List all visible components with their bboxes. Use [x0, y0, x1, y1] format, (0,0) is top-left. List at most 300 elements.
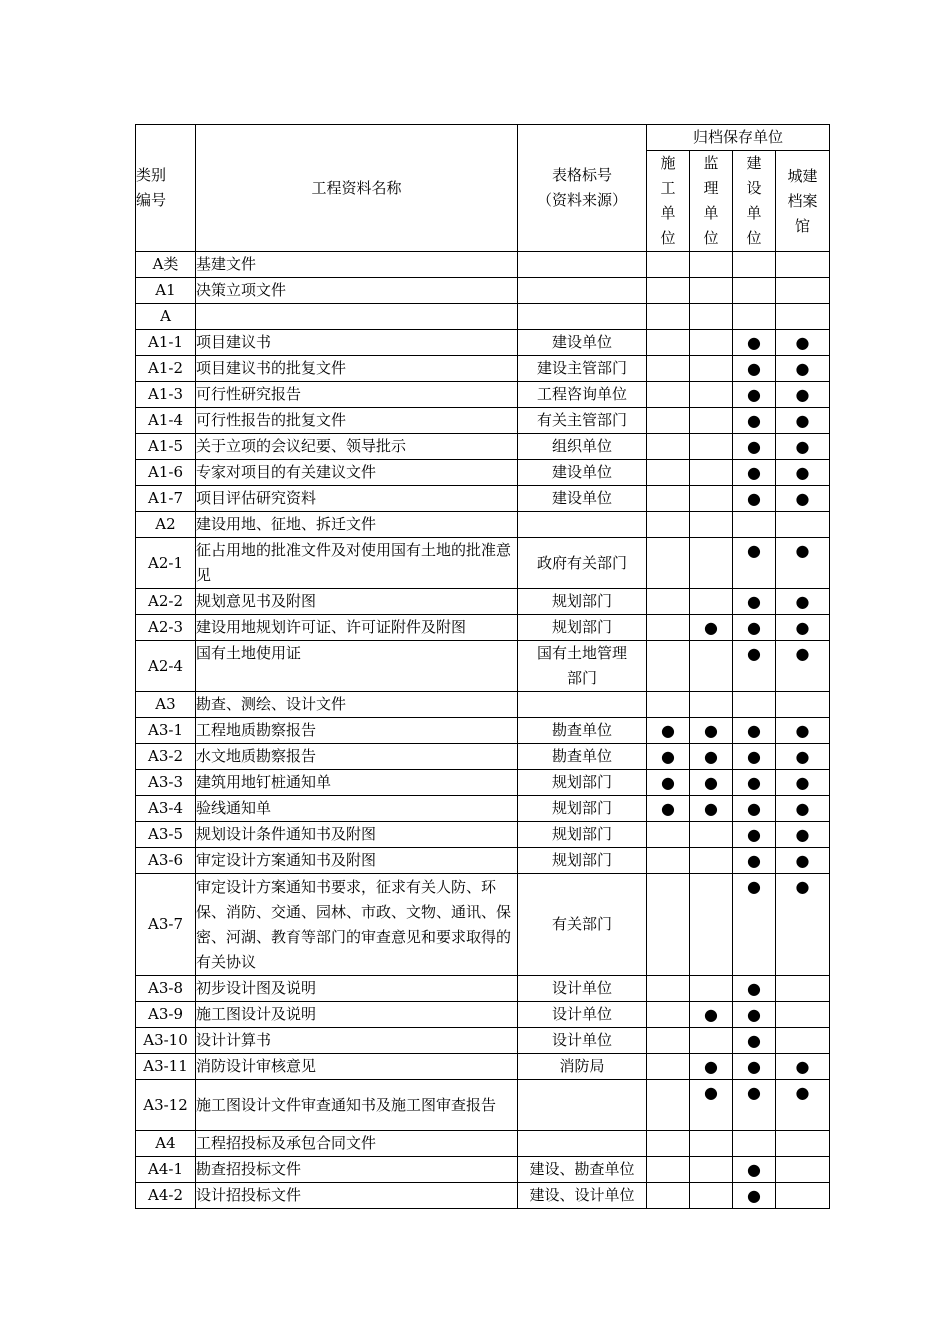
table-row: [136, 330, 830, 356]
mark-builder-cell: [733, 538, 776, 589]
mark-builder-cell: [733, 848, 776, 874]
filled-circle-icon: ●: [704, 618, 718, 637]
filled-circle-icon: ●: [795, 618, 810, 637]
row-code: A3-8: [136, 976, 196, 1002]
row-source: 规划部门: [518, 770, 647, 796]
filled-circle-icon: ●: [747, 799, 761, 818]
mark-supervision-cell: [690, 1080, 733, 1131]
row-name: 审定设计方案通知书要求，征求有关人防、环保、消防、交通、园林、市政、文物、通讯、保密、河湖、教育等部门的审查意见和要求取得的有关协议: [196, 874, 518, 976]
filled-circle-icon: ●: [795, 385, 810, 404]
row-source: 设计单位: [518, 976, 647, 1002]
row-name: 验线通知单: [196, 796, 518, 822]
mark-supervision-cell: [690, 770, 733, 796]
mark-construction-cell: [647, 641, 690, 692]
header-unit-builder: 建设单位: [733, 151, 776, 252]
mark-construction-cell: [647, 252, 690, 278]
filled-circle-icon: ●: [795, 799, 810, 818]
mark-city-archive-cell: [776, 874, 830, 976]
mark-builder-cell: [733, 512, 776, 538]
header-unit-city-archive: 城建档案馆: [776, 151, 830, 252]
table-row: [136, 589, 830, 615]
filled-circle-icon: ●: [704, 721, 718, 740]
row-code: A3-12: [136, 1080, 196, 1131]
row-code: A1-5: [136, 434, 196, 460]
row-name: 项目评估研究资料: [196, 486, 518, 512]
row-name: 建设用地规划许可证、许可证附件及附图: [196, 615, 518, 641]
mark-supervision-cell: [690, 744, 733, 770]
filled-circle-icon: ●: [795, 644, 810, 663]
mark-supervision-cell: [690, 278, 733, 304]
mark-supervision-cell: [690, 796, 733, 822]
mark-city-archive-cell: [776, 641, 830, 692]
mark-builder-cell: [733, 486, 776, 512]
row-source: 建设单位: [518, 460, 647, 486]
row-code: A2: [136, 512, 196, 538]
mark-construction-cell: [647, 1028, 690, 1054]
row-source: [518, 692, 647, 718]
mark-construction-cell: [647, 330, 690, 356]
row-source: 建设主管部门: [518, 356, 647, 382]
filled-circle-icon: ●: [661, 747, 675, 766]
row-code: A1-7: [136, 486, 196, 512]
row-name: 决策立项文件: [196, 278, 518, 304]
mark-supervision-cell: [690, 434, 733, 460]
filled-circle-icon: ●: [661, 721, 675, 740]
table-row: [136, 1054, 830, 1080]
mark-construction-cell: [647, 1054, 690, 1080]
mark-construction-cell: [647, 692, 690, 718]
mark-builder-cell: [733, 718, 776, 744]
mark-supervision-cell: [690, 1131, 733, 1157]
mark-builder-cell: [733, 356, 776, 382]
filled-circle-icon: ●: [747, 333, 761, 352]
mark-construction-cell: [647, 460, 690, 486]
filled-circle-icon: ●: [747, 644, 761, 663]
row-name: 水文地质勘察报告: [196, 744, 518, 770]
mark-city-archive-cell: [776, 1002, 830, 1028]
mark-construction-cell: [647, 1131, 690, 1157]
row-code: A2-4: [136, 641, 196, 692]
mark-city-archive-cell: [776, 976, 830, 1002]
row-name: [196, 304, 518, 330]
row-source: [518, 252, 647, 278]
row-source: 有关部门: [518, 874, 647, 976]
header-name: 工程资料名称: [196, 125, 518, 252]
mark-supervision-cell: [690, 1054, 733, 1080]
table-row: [136, 874, 830, 976]
row-name: 项目建议书: [196, 330, 518, 356]
mark-builder-cell: [733, 1054, 776, 1080]
table-row: [136, 460, 830, 486]
table-row: [136, 641, 830, 692]
mark-supervision-cell: [690, 252, 733, 278]
row-code: A1: [136, 278, 196, 304]
filled-circle-icon: ●: [747, 1160, 761, 1179]
row-code: A类: [136, 252, 196, 278]
mark-city-archive-cell: [776, 382, 830, 408]
filled-circle-icon: ●: [661, 799, 675, 818]
mark-supervision-cell: [690, 1183, 733, 1209]
table-row: [136, 822, 830, 848]
row-name: 初步设计图及说明: [196, 976, 518, 1002]
filled-circle-icon: ●: [795, 1083, 810, 1102]
mark-city-archive-cell: [776, 486, 830, 512]
row-code: A3-2: [136, 744, 196, 770]
mark-builder-cell: [733, 770, 776, 796]
filled-circle-icon: ●: [747, 825, 761, 844]
row-code: A1-1: [136, 330, 196, 356]
filled-circle-icon: ●: [704, 1057, 718, 1076]
row-name: 工程地质勘察报告: [196, 718, 518, 744]
header-archive-units: 归档保存单位: [647, 125, 830, 151]
mark-supervision-cell: [690, 641, 733, 692]
row-name: 国有土地使用证: [196, 641, 518, 692]
mark-city-archive-cell: [776, 408, 830, 434]
mark-city-archive-cell: [776, 1054, 830, 1080]
mark-supervision-cell: [690, 589, 733, 615]
row-name: 基建文件: [196, 252, 518, 278]
mark-city-archive-cell: [776, 1183, 830, 1209]
mark-builder-cell: [733, 1183, 776, 1209]
header-unit-supervision: 监理单位: [690, 151, 733, 252]
mark-supervision-cell: [690, 718, 733, 744]
mark-construction-cell: [647, 1002, 690, 1028]
row-source: 建设、勘查单位: [518, 1157, 647, 1183]
mark-supervision-cell: [690, 615, 733, 641]
table-row: [136, 486, 830, 512]
row-name: 征占用地的批准文件及对使用国有土地的批准意见: [196, 538, 518, 589]
mark-city-archive-cell: [776, 822, 830, 848]
filled-circle-icon: ●: [747, 773, 761, 792]
mark-city-archive-cell: [776, 538, 830, 589]
row-name: 勘查招投标文件: [196, 1157, 518, 1183]
table-body: [136, 252, 830, 1209]
mark-city-archive-cell: [776, 1131, 830, 1157]
row-name: 勘查、测绘、设计文件: [196, 692, 518, 718]
row-code: A3-7: [136, 874, 196, 976]
row-name: 审定设计方案通知书及附图: [196, 848, 518, 874]
mark-supervision-cell: [690, 330, 733, 356]
table-row: [136, 1028, 830, 1054]
row-code: A2-1: [136, 538, 196, 589]
row-code: A1-3: [136, 382, 196, 408]
mark-city-archive-cell: [776, 278, 830, 304]
row-name: 关于立项的会议纪要、领导批示: [196, 434, 518, 460]
table-row: [136, 408, 830, 434]
mark-construction-cell: [647, 278, 690, 304]
mark-builder-cell: [733, 976, 776, 1002]
row-name: 可行性研究报告: [196, 382, 518, 408]
row-source: 国有土地管理部门: [518, 641, 647, 692]
filled-circle-icon: ●: [747, 747, 761, 766]
mark-builder-cell: [733, 460, 776, 486]
row-code: A3-6: [136, 848, 196, 874]
mark-supervision-cell: [690, 976, 733, 1002]
filled-circle-icon: ●: [747, 618, 761, 637]
mark-builder-cell: [733, 408, 776, 434]
filled-circle-icon: ●: [747, 1057, 761, 1076]
row-name: 专家对项目的有关建议文件: [196, 460, 518, 486]
row-code: A3-3: [136, 770, 196, 796]
mark-builder-cell: [733, 304, 776, 330]
table-row: [136, 770, 830, 796]
table-row: [136, 615, 830, 641]
row-code: A1-6: [136, 460, 196, 486]
filled-circle-icon: ●: [747, 721, 761, 740]
filled-circle-icon: ●: [747, 385, 761, 404]
table-row: [136, 718, 830, 744]
row-source: 规划部门: [518, 822, 647, 848]
mark-builder-cell: [733, 278, 776, 304]
table-row: [136, 434, 830, 460]
filled-circle-icon: ●: [747, 411, 761, 430]
table-row: [136, 512, 830, 538]
filled-circle-icon: ●: [795, 592, 810, 611]
row-code: A3-4: [136, 796, 196, 822]
mark-builder-cell: [733, 744, 776, 770]
archive-table: [135, 124, 830, 1209]
row-source: 政府有关部门: [518, 538, 647, 589]
mark-construction-cell: [647, 822, 690, 848]
mark-city-archive-cell: [776, 1028, 830, 1054]
row-name: 建设用地、征地、拆迁文件: [196, 512, 518, 538]
mark-city-archive-cell: [776, 1157, 830, 1183]
mark-city-archive-cell: [776, 744, 830, 770]
row-code: A1-4: [136, 408, 196, 434]
row-source: 消防局: [518, 1054, 647, 1080]
row-name: 施工图设计文件审查通知书及施工图审查报告: [196, 1080, 518, 1131]
row-name: 可行性报告的批复文件: [196, 408, 518, 434]
row-source: 规划部门: [518, 615, 647, 641]
mark-construction-cell: [647, 744, 690, 770]
mark-builder-cell: [733, 615, 776, 641]
filled-circle-icon: ●: [795, 877, 810, 896]
filled-circle-icon: ●: [747, 437, 761, 456]
row-name: 项目建议书的批复文件: [196, 356, 518, 382]
row-name: 施工图设计及说明: [196, 1002, 518, 1028]
row-source: 工程咨询单位: [518, 382, 647, 408]
mark-builder-cell: [733, 1131, 776, 1157]
filled-circle-icon: ●: [795, 463, 810, 482]
mark-construction-cell: [647, 874, 690, 976]
row-source: 建设单位: [518, 330, 647, 356]
filled-circle-icon: ●: [795, 1057, 810, 1076]
row-code: A3: [136, 692, 196, 718]
mark-supervision-cell: [690, 408, 733, 434]
table-row: [136, 1002, 830, 1028]
mark-construction-cell: [647, 434, 690, 460]
mark-builder-cell: [733, 692, 776, 718]
row-code: A2-3: [136, 615, 196, 641]
mark-builder-cell: [733, 641, 776, 692]
filled-circle-icon: ●: [747, 1083, 761, 1102]
filled-circle-icon: ●: [795, 437, 810, 456]
row-code: A4-2: [136, 1183, 196, 1209]
filled-circle-icon: ●: [747, 1005, 761, 1024]
mark-supervision-cell: [690, 692, 733, 718]
row-code: A3-11: [136, 1054, 196, 1080]
mark-supervision-cell: [690, 382, 733, 408]
table-row: [136, 252, 830, 278]
mark-supervision-cell: [690, 512, 733, 538]
mark-construction-cell: [647, 486, 690, 512]
mark-supervision-cell: [690, 460, 733, 486]
table-row: [136, 356, 830, 382]
row-source: 规划部门: [518, 848, 647, 874]
filled-circle-icon: ●: [704, 747, 718, 766]
mark-supervision-cell: [690, 356, 733, 382]
mark-city-archive-cell: [776, 770, 830, 796]
mark-construction-cell: [647, 538, 690, 589]
row-name: 建筑用地钉桩通知单: [196, 770, 518, 796]
mark-supervision-cell: [690, 1157, 733, 1183]
row-source: [518, 304, 647, 330]
filled-circle-icon: ●: [795, 333, 810, 352]
row-code: A: [136, 304, 196, 330]
mark-construction-cell: [647, 796, 690, 822]
row-code: A1-2: [136, 356, 196, 382]
mark-city-archive-cell: [776, 460, 830, 486]
row-name: 消防设计审核意见: [196, 1054, 518, 1080]
mark-supervision-cell: [690, 486, 733, 512]
mark-construction-cell: [647, 615, 690, 641]
row-source: 勘查单位: [518, 718, 647, 744]
mark-construction-cell: [647, 1157, 690, 1183]
mark-city-archive-cell: [776, 848, 830, 874]
mark-construction-cell: [647, 1080, 690, 1131]
mark-supervision-cell: [690, 822, 733, 848]
mark-builder-cell: [733, 252, 776, 278]
filled-circle-icon: ●: [704, 1005, 718, 1024]
filled-circle-icon: ●: [795, 359, 810, 378]
table-row: [136, 692, 830, 718]
table-row: [136, 1157, 830, 1183]
table-row: [136, 796, 830, 822]
row-source: 建设单位: [518, 486, 647, 512]
row-source: 设计单位: [518, 1002, 647, 1028]
table-row: [136, 1080, 830, 1131]
row-source: 建设、设计单位: [518, 1183, 647, 1209]
mark-city-archive-cell: [776, 330, 830, 356]
filled-circle-icon: ●: [795, 489, 810, 508]
mark-builder-cell: [733, 382, 776, 408]
mark-construction-cell: [647, 589, 690, 615]
table-row: [136, 304, 830, 330]
row-code: A4-1: [136, 1157, 196, 1183]
filled-circle-icon: ●: [795, 411, 810, 430]
row-source: [518, 1080, 647, 1131]
mark-city-archive-cell: [776, 615, 830, 641]
table-row: [136, 538, 830, 589]
row-source: 有关主管部门: [518, 408, 647, 434]
mark-city-archive-cell: [776, 718, 830, 744]
mark-city-archive-cell: [776, 304, 830, 330]
mark-city-archive-cell: [776, 252, 830, 278]
row-source: 规划部门: [518, 796, 647, 822]
row-source: 设计单位: [518, 1028, 647, 1054]
table-row: [136, 976, 830, 1002]
mark-construction-cell: [647, 976, 690, 1002]
row-source: 勘查单位: [518, 744, 647, 770]
mark-builder-cell: [733, 822, 776, 848]
mark-city-archive-cell: [776, 589, 830, 615]
mark-builder-cell: [733, 1028, 776, 1054]
mark-supervision-cell: [690, 1028, 733, 1054]
filled-circle-icon: ●: [747, 359, 761, 378]
row-name: 工程招投标及承包合同文件: [196, 1131, 518, 1157]
mark-construction-cell: [647, 512, 690, 538]
row-source: [518, 1131, 647, 1157]
mark-builder-cell: [733, 434, 776, 460]
row-code: A2-2: [136, 589, 196, 615]
row-code: A4: [136, 1131, 196, 1157]
mark-city-archive-cell: [776, 434, 830, 460]
filled-circle-icon: ●: [747, 489, 761, 508]
filled-circle-icon: ●: [747, 592, 761, 611]
row-source: 规划部门: [518, 589, 647, 615]
filled-circle-icon: ●: [747, 851, 761, 870]
filled-circle-icon: ●: [747, 1031, 761, 1050]
mark-supervision-cell: [690, 1002, 733, 1028]
mark-city-archive-cell: [776, 512, 830, 538]
mark-construction-cell: [647, 304, 690, 330]
row-code: A3-9: [136, 1002, 196, 1028]
mark-city-archive-cell: [776, 1080, 830, 1131]
mark-construction-cell: [647, 848, 690, 874]
mark-supervision-cell: [690, 304, 733, 330]
mark-builder-cell: [733, 874, 776, 976]
filled-circle-icon: ●: [661, 773, 675, 792]
row-name: 设计招投标文件: [196, 1183, 518, 1209]
filled-circle-icon: ●: [747, 979, 761, 998]
mark-city-archive-cell: [776, 796, 830, 822]
mark-supervision-cell: [690, 848, 733, 874]
table-row: [136, 1131, 830, 1157]
table-row: [136, 1183, 830, 1209]
header-unit-construction: 施工单位: [647, 151, 690, 252]
filled-circle-icon: ●: [747, 1186, 761, 1205]
filled-circle-icon: ●: [795, 541, 810, 560]
mark-construction-cell: [647, 718, 690, 744]
row-name: 规划意见书及附图: [196, 589, 518, 615]
filled-circle-icon: ●: [704, 799, 718, 818]
mark-city-archive-cell: [776, 356, 830, 382]
row-code: A3-5: [136, 822, 196, 848]
header-form-code: 表格标号 （资料来源）: [518, 125, 647, 252]
row-source: [518, 512, 647, 538]
filled-circle-icon: ●: [795, 825, 810, 844]
row-name: 设计计算书: [196, 1028, 518, 1054]
table-row: [136, 382, 830, 408]
filled-circle-icon: ●: [747, 463, 761, 482]
mark-construction-cell: [647, 356, 690, 382]
row-source: 组织单位: [518, 434, 647, 460]
filled-circle-icon: ●: [795, 773, 810, 792]
row-name: 规划设计条件通知书及附图: [196, 822, 518, 848]
row-code: A3-1: [136, 718, 196, 744]
mark-supervision-cell: [690, 538, 733, 589]
row-source: [518, 278, 647, 304]
mark-builder-cell: [733, 796, 776, 822]
mark-builder-cell: [733, 1002, 776, 1028]
mark-builder-cell: [733, 589, 776, 615]
mark-supervision-cell: [690, 874, 733, 976]
table-row: [136, 278, 830, 304]
table-row: [136, 848, 830, 874]
filled-circle-icon: ●: [747, 541, 761, 560]
mark-construction-cell: [647, 382, 690, 408]
filled-circle-icon: ●: [747, 877, 761, 896]
